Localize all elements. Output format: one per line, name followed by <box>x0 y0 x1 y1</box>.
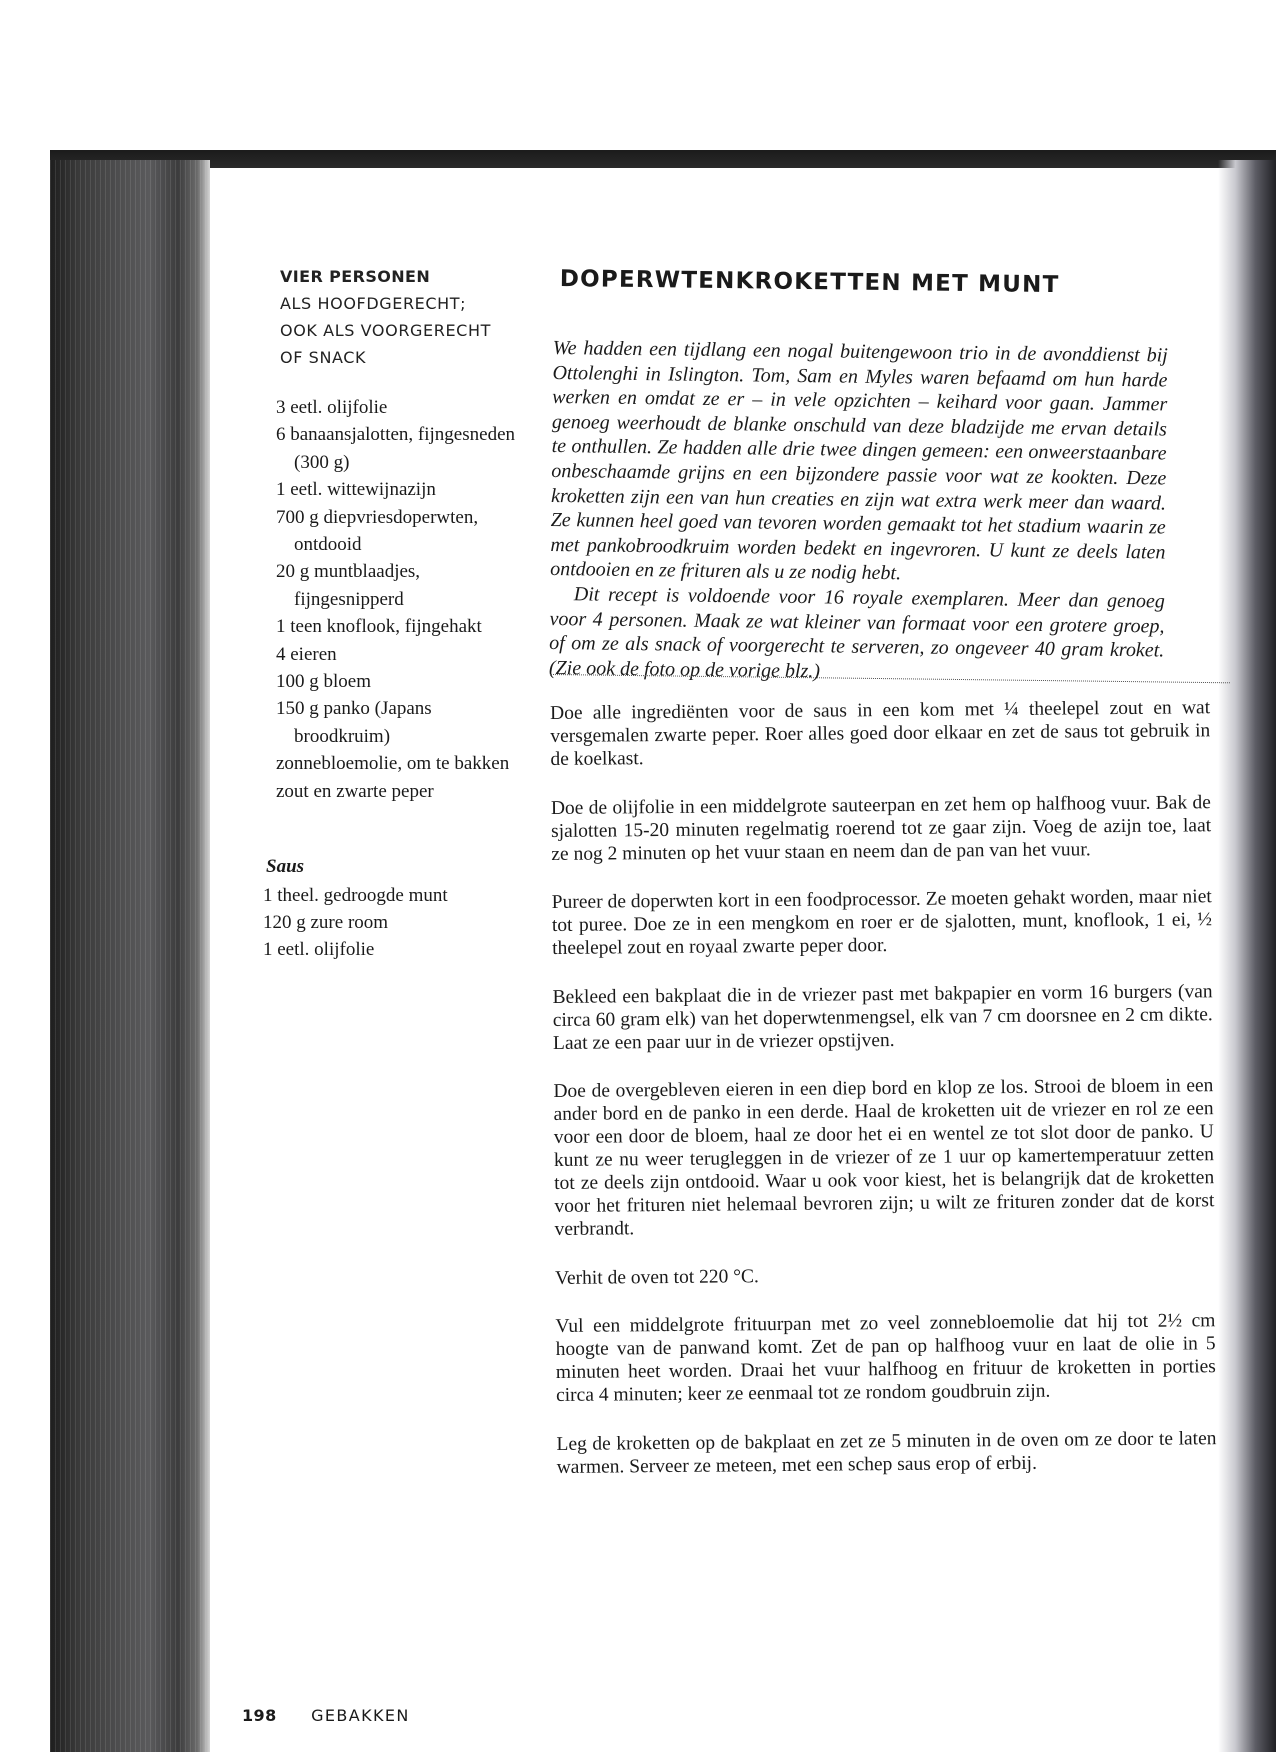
ingredient-item: 100 g bloem <box>276 671 371 693</box>
section-name: GEBAKKEN <box>311 1706 410 1725</box>
recipe-title: DOPERWTENKROKETTEN MET MUNT <box>559 266 1060 299</box>
servings-line: OOK ALS VOORGERECHT <box>280 321 491 340</box>
page-number: 198 <box>242 1706 277 1725</box>
servings-line: OF SNACK <box>280 348 367 367</box>
ingredient-item: 150 g panko (Japans broodkruim) <box>276 698 432 747</box>
intro-paragraph: Dit recept is voldoende voor 16 royale exemplaren. Meer dan genoeg voor 4 personen. Maak ze wat kleiner van formaat voor een grotere groep, of om ze als snack of voorgerecht te serveren, zo ongeveer 40 gram kroket. (Zie ook de foto op de vorige blz.) <box>548 583 1165 683</box>
sauce-ingredient-item: 1 eetl. olijfolie <box>263 939 375 960</box>
sauce-ingredient-list <box>263 882 513 963</box>
ingredient-item: 6 banaansjalotten, fijngesneden (300 g) <box>276 424 516 473</box>
ingredient-item: 700 g diepvriesdoperwten, ontdooid <box>276 506 479 556</box>
method-step: Doe alle ingrediënten voor de saus in een kom met ¼ theelepel zout en wat versgemalen zwarte peper. Roer alles goed door elkaar en zet de saus tot gebruik in de koelkast. <box>550 697 1211 770</box>
method-step: Verhit de oven tot 220 °C. <box>554 1265 759 1289</box>
ingredient-item: 20 g muntblaadjes, fijngesnipperd <box>276 561 421 610</box>
servings-line: ALS HOOFDGERECHT; <box>280 294 467 313</box>
ingredient-item: 1 teen knoflook, fijngehakt <box>276 616 482 638</box>
sauce-ingredient-item: 1 theel. gedroogde munt <box>263 885 448 906</box>
recipe-method <box>550 696 1217 1504</box>
servings-heading: VIER PERSONEN <box>280 267 431 286</box>
method-step: Doe de olijfolie in een middelgrote sauteerpan en zet hem op halfhoog vuur. Bak de sjalotten 15-20 minuten regelmatig roerend tot ze gaar zijn. Voeg de azijn toe, laat ze nog 2 minuten op het vuur staan en neem dan de pan van het vuur. <box>550 791 1212 865</box>
sauce-ingredient-item: 120 g zure room <box>263 912 389 933</box>
ingredient-item: 3 eetl. olijfolie <box>276 397 388 418</box>
method-step: Bekleed een bakplaat die in de vriezer past met bakpapier en vorm 16 burgers (van circa 60 gram elk) van het doperwtenmengsel, elk van 7 cm doorsnee en 2 cm dikte. Laat ze een paar uur in de vriezer opstijven. <box>552 980 1213 1054</box>
page-stack-binding <box>50 160 210 1752</box>
intro-paragraph: We hadden een tijdlang een nogal buitengewoon trio in de avonddienst bij Ottolenghi in Islington. Tom, Sam en Myles waren befaamd om hun harde werken en omdat ze er – in vele opzichten – keihard voor gaan. Jammer genoeg weerhoudt de blanke onschuld van deze bladzijde me ervan details te onthullen. Ze hadden alle drie twee dingen gemeen: een onweerstaanbare onbeschaamde grijns en een bijzondere passie voor wat ze kookten. Deze kroketten zijn een van hun creaties en zijn wat extra werk meer dan waard. Ze kunnen heel goed van tevoren worden gemaakt tot het stadium waarin ze met pankobroodkruim worden bedekt en ingevroren. U kunt ze deels laten ontdooien en ze frituren als u ze nodig hebt. <box>550 336 1168 585</box>
method-step: Doe de overgebleven eieren in een diep bord en klop ze los. Strooi de bloem in een ander bord en de panko in een derde. Haal de kroketten uit de vriezer en rol ze een voor een door de bloem, haal ze door het ei en wentel ze tot slot door de panko. U kunt ze nu weer terugleggen in de vriezer of ze 1 uur op kamertemperatuur zetten tot ze deels zijn ontdooid. Waar u ook voor kiest, het is belangrijk dat de kroketten voor het frituren niet helemaal bevroren zijn; u wilt ze frituren zonder dat de korst verbrandt. <box>553 1075 1215 1240</box>
method-step: Vul een middelgrote frituurpan met zo veel zonnebloemolie dat hij tot 2½ cm hoogte van de panwand komt. Zet de pan op halfhoog vuur en laat de olie in 5 minuten heet worden. Draai het vuur halfhoog en frituur de kroketten in porties circa 4 minuten; keer ze eenmaal tot ze rondom goudbruin zijn. <box>555 1310 1216 1406</box>
ingredient-item: 4 eieren <box>276 643 337 665</box>
ingredient-list <box>276 394 516 805</box>
ingredient-item: 1 eetl. wittewijnazijn <box>276 479 436 501</box>
book-page <box>210 166 1230 1752</box>
method-step: Leg de kroketten op de bakplaat en zet ze 5 minuten in de oven om ze door te laten warmen. Serveer ze meteen, met een schep saus erop of erbij. <box>556 1427 1217 1478</box>
sauce-heading: Saus <box>266 856 305 877</box>
ingredient-item: zout en zwarte peper <box>276 780 434 802</box>
method-step: Pureer de doperwten kort in een foodprocessor. Ze moeten gehakt worden, maar niet tot puree. Doe ze in een mengkom en roer er de sjalotten, munt, knoflook, 1 ei, ½ theelepel zout en royaal zwarte peper door. <box>551 886 1213 959</box>
servings-block <box>280 263 510 371</box>
recipe-intro <box>549 336 1168 688</box>
page-footer <box>242 1706 542 1725</box>
ingredient-item: zonnebloemolie, om te bakken <box>276 753 510 775</box>
